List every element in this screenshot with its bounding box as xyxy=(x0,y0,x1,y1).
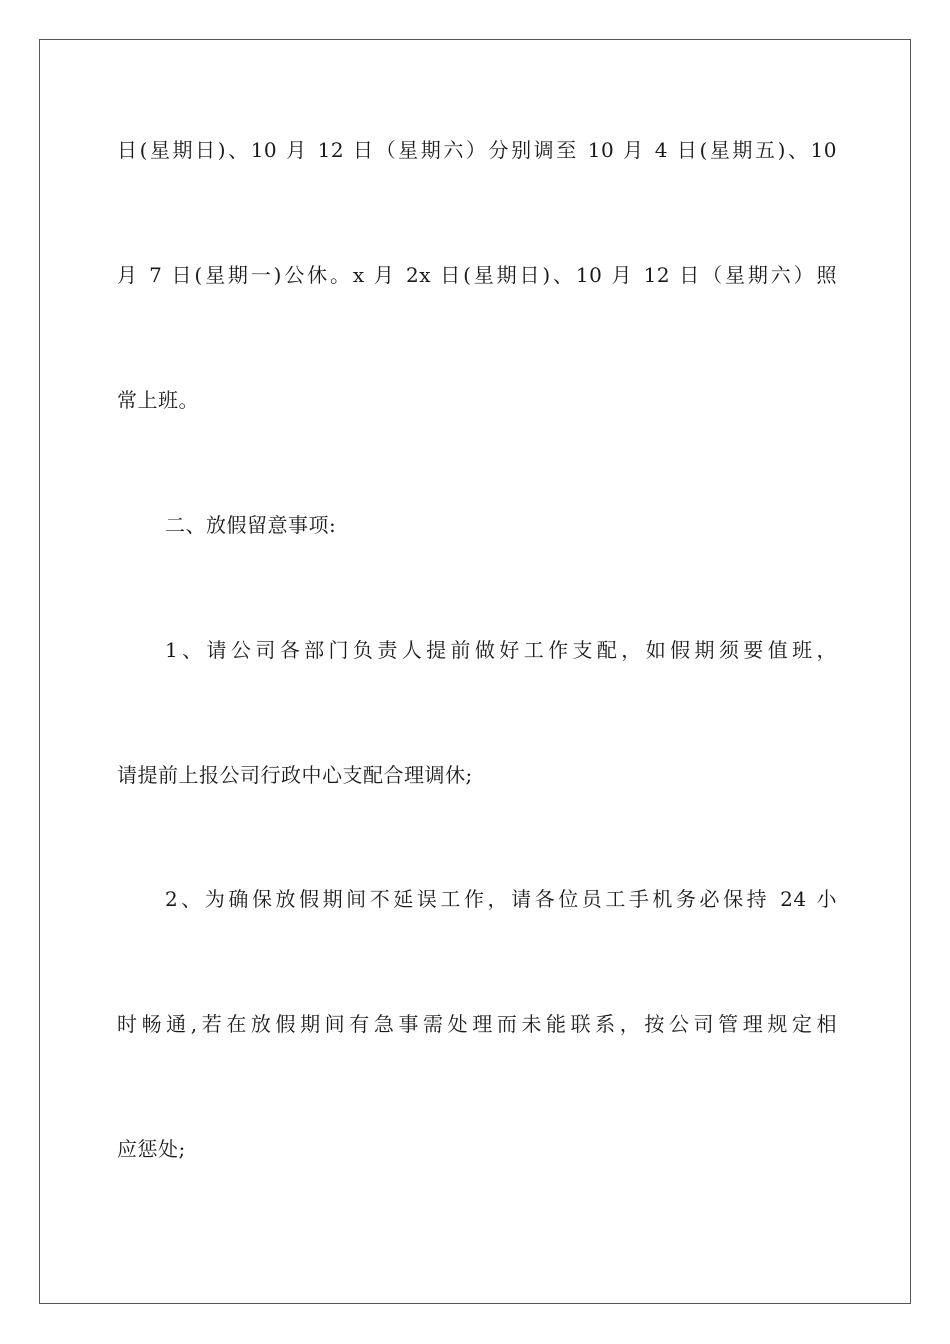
list-item-2-line-2: 时畅通,若在放假期间有急事需处理而未能联系，按公司管理规定相 xyxy=(117,1012,837,1036)
section-heading: 二、放假留意事项: xyxy=(165,513,337,537)
list-item-2-line-3: 应惩处; xyxy=(117,1137,186,1161)
list-item-2-line-1: 2、为确保放假期间不延误工作，请各位员工手机务必保持 24 小 xyxy=(165,887,837,911)
page-border xyxy=(39,39,911,1304)
paragraph-line-1: 日(星期日)、10 月 12 日（星期六）分别调至 10 月 4 日(星期五)、10 xyxy=(117,138,837,162)
list-item-1-line-1: 1、请公司各部门负责人提前做好工作支配，如假期须要值班， xyxy=(165,638,837,662)
paragraph-line-3: 常上班。 xyxy=(117,388,199,412)
list-item-1-line-2: 请提前上报公司行政中心支配合理调休; xyxy=(117,763,473,787)
paragraph-line-2: 月 7 日(星期一)公休。x 月 2x 日(星期日)、10 月 12 日（星期六）照 xyxy=(117,263,837,287)
